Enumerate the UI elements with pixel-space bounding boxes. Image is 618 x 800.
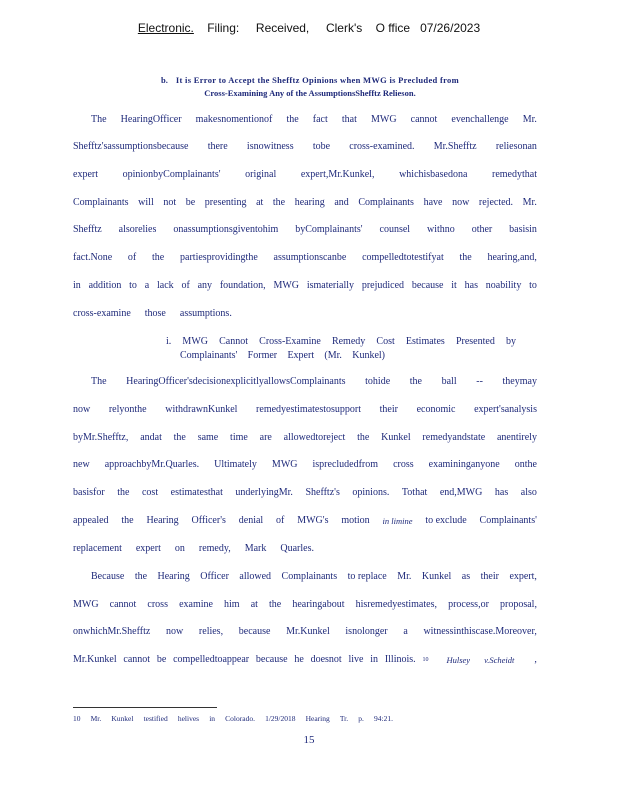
footnote-word: 94:21. [373, 714, 393, 723]
case-citation [422, 652, 536, 668]
text-word: andat [140, 432, 162, 443]
subheading-word: Kunkel) [352, 350, 385, 361]
text-word: relies, [198, 626, 224, 637]
text-word: Shefftz's [305, 487, 340, 498]
text-line [73, 222, 537, 238]
filing-header-electronic: Electronic. [137, 21, 194, 35]
text-word: Complainants [73, 197, 129, 208]
text-word: Complainants [358, 197, 414, 208]
text-word: cross-examined. [349, 141, 415, 152]
filing-header-received: Received, [255, 21, 310, 35]
text-word: a [144, 280, 150, 291]
text-word: withdrawnKunkel [165, 404, 238, 415]
text-word: cannot [109, 599, 137, 610]
text-word: replacement [73, 543, 122, 554]
text-word: evenchallenge [451, 114, 509, 125]
text-word: be [156, 654, 167, 665]
text-word: estimatesthat [170, 487, 223, 498]
text-word: Mr.Shefftz [433, 141, 477, 152]
text-word: basisin [509, 224, 537, 235]
text-word: hearing [294, 197, 325, 208]
text-line [73, 139, 537, 155]
text-line [91, 569, 537, 585]
text-word: MWG [273, 280, 300, 291]
text-word: Mr. [397, 571, 412, 582]
text-word: Officer [200, 571, 229, 582]
section-heading-b-line1 [110, 74, 510, 87]
subheading-word: i. [166, 336, 172, 347]
text-word: compelledtotestifyat [362, 252, 444, 263]
text-word: MWG's [297, 515, 329, 526]
footnote-word: Mr. [90, 714, 102, 723]
text-word: expert [73, 169, 98, 180]
filing-header-office: O ffice [375, 21, 411, 35]
text-word: Hearing [157, 571, 190, 582]
subheading-i [166, 335, 516, 363]
text-word: foundation, [219, 280, 266, 291]
text-word: MWG [73, 599, 99, 610]
case-name: v.Scheidt [484, 655, 515, 665]
text-word: there [207, 141, 228, 152]
text-word: HearingOfficer [120, 114, 182, 125]
text-word: other [471, 224, 493, 235]
text-word: of [127, 252, 137, 263]
text-word: now [452, 197, 470, 208]
text-word: because [255, 654, 288, 665]
text-word: he [294, 654, 304, 665]
text-word: Mr.Kunkel [286, 626, 330, 637]
text-word: underlyingMr. [235, 487, 293, 498]
text-line [73, 402, 537, 418]
text-word: Ultimately [214, 459, 257, 470]
text-word: Complainants [281, 571, 338, 582]
page-number: 15 [303, 734, 315, 746]
text-word: original [245, 169, 277, 180]
text-word: Illinois. [384, 654, 416, 665]
text-word: hearingabout [292, 599, 345, 610]
text-word: in [370, 654, 379, 665]
text-word: compelledtoappear [173, 654, 250, 665]
footnote-word: helives [177, 714, 200, 723]
text-word: the [357, 432, 370, 443]
text-line [73, 306, 537, 322]
text-line [73, 278, 537, 294]
text-word: partiesprovidingthe [180, 252, 258, 263]
text-line [73, 195, 537, 211]
text-word: because [238, 626, 271, 637]
filing-header [0, 21, 618, 35]
text-word: HearingOfficer'sdecisionexplicitlyallowsComplainants [126, 376, 346, 387]
footnote-word: in [209, 714, 216, 723]
subheading-word: by [505, 336, 516, 347]
text-word: remedyestimatestosupport [256, 404, 362, 415]
subheading-word: Complainants' [180, 350, 238, 361]
subheading-i-line2 [166, 349, 385, 363]
text-word: their [480, 571, 499, 582]
text-line [73, 513, 537, 529]
text-word: the [272, 197, 286, 208]
text-word: presenting [204, 197, 247, 208]
filing-header-clerks: Clerk's [325, 21, 363, 35]
subheading-word: (Mr. [324, 350, 342, 361]
text-word: alsorelies [118, 224, 157, 235]
text-word: to [529, 280, 537, 291]
footnote-word: Colorado. [225, 714, 255, 723]
text-word: examininganyone [428, 459, 500, 470]
case-name: Hulsey [446, 655, 471, 665]
text-word: counsel [379, 224, 411, 235]
subheading-word: MWG [182, 336, 208, 347]
text-word: those [144, 308, 166, 319]
text-word: of [276, 515, 285, 526]
subheading-word: Presented [455, 336, 495, 347]
text-word: the [269, 599, 282, 610]
text-word: in limine [382, 516, 413, 526]
text-word: addition [88, 280, 122, 291]
text-word: doesnot [310, 654, 342, 665]
text-word: Mark [244, 543, 267, 554]
text-word: tobe [312, 141, 331, 152]
text-word: Shefftz'sassumptionsbecause [73, 141, 189, 152]
filing-header-filing: Filing: [207, 21, 240, 35]
text-word: remedy, [198, 543, 231, 554]
text-word: opinionbyComplainants' [122, 169, 221, 180]
text-word: onwhichMr.Shefftz [73, 626, 151, 637]
text-line [73, 430, 537, 446]
text-word: their [379, 404, 398, 415]
text-word: tohide [365, 376, 391, 387]
text-word: onassumptionsgiventohim [173, 224, 279, 235]
subheading-word: Cannot [219, 336, 249, 347]
text-word: has [464, 280, 478, 291]
text-word: the [173, 432, 186, 443]
text-word: MWG [370, 114, 397, 125]
text-word: end,MWG [439, 487, 483, 498]
subheading-word: Estimates [405, 336, 445, 347]
text-word: have [423, 197, 443, 208]
text-word: allowedtoreject [283, 432, 346, 443]
footnote-word: p. [358, 714, 364, 723]
text-word: Complainants' [479, 515, 537, 526]
text-word: appealed [73, 515, 109, 526]
text-word: Shefftz [73, 224, 102, 235]
subheading-word: Expert [287, 350, 315, 361]
text-word: prejudiced [361, 280, 405, 291]
text-word: process,or [448, 599, 489, 610]
text-word: fact [312, 114, 328, 125]
text-word: the [459, 252, 472, 263]
text-word: Mr. [522, 114, 537, 125]
text-word: expert,Mr.Kunkel, [300, 169, 375, 180]
text-line [73, 624, 537, 640]
text-line [73, 457, 537, 473]
text-word: cross [393, 459, 414, 470]
text-word: same [197, 432, 219, 443]
footnote-word: Kunkel [111, 714, 134, 723]
text-word: -- [476, 376, 483, 387]
text-word: cross-examine [73, 308, 131, 319]
footnote-number: 10 [73, 714, 81, 723]
text-word: remedythat [492, 169, 537, 180]
text-word: it [451, 280, 457, 291]
text-word: basisfor [73, 487, 105, 498]
text-word: economic [416, 404, 456, 415]
text-line [91, 112, 537, 128]
text-word: withno [426, 224, 455, 235]
text-word: relyonthe [108, 404, 147, 415]
footnote-word: 1/29/2018 [265, 714, 296, 723]
text-word: byMr.Shefftz, [73, 432, 129, 443]
footnote-divider [73, 707, 217, 708]
text-word: the [117, 487, 130, 498]
text-word: will [138, 197, 154, 208]
text-word: approachbyMr.Quarles. [104, 459, 200, 470]
text-word: motion [341, 515, 370, 526]
text-word: to replace [347, 571, 387, 582]
text-line [73, 597, 537, 613]
text-word: as [461, 571, 471, 582]
subheading-i-line1 [166, 335, 516, 349]
text-word: whichisbasedona [399, 169, 468, 180]
text-word: expert, [509, 571, 537, 582]
text-word: in [73, 280, 81, 291]
text-word: any [197, 280, 213, 291]
text-word: time [230, 432, 248, 443]
footnote-word: Hearing [305, 714, 330, 723]
text-word: assumptions. [179, 308, 232, 319]
text-line [73, 167, 537, 183]
section-heading-b [110, 74, 510, 100]
text-word: expert [135, 543, 161, 554]
text-word: noability [485, 280, 522, 291]
text-word: on [174, 543, 185, 554]
text-word: of [181, 280, 190, 291]
text-word: byComplainants' [295, 224, 363, 235]
footnote [73, 714, 393, 723]
filing-header-date: 07/26/2023 [420, 21, 481, 35]
text-word: Mr. [522, 197, 537, 208]
text-word: lack [156, 280, 174, 291]
section-heading-b-lead: b. [161, 75, 168, 85]
text-word: be [185, 197, 196, 208]
text-word: the [152, 252, 165, 263]
text-word: hearing,and, [487, 252, 537, 263]
text-word: Kunkel [381, 432, 411, 443]
text-word: proposal, [500, 599, 537, 610]
text-word: him [224, 599, 240, 610]
text-line [91, 374, 537, 390]
text-word: makesnomentionof [195, 114, 273, 125]
section-heading-b-text: It is Error to Accept the Shefftz Opinions when MWG is Precluded from [175, 75, 459, 85]
text-word: Kunkel [421, 571, 452, 582]
text-word: ball [441, 376, 457, 387]
text-word: fact.None [73, 252, 113, 263]
text-word: Tothat [401, 487, 428, 498]
footnote-word: Tr. [339, 714, 349, 723]
text-word: anentirely [496, 432, 537, 443]
text-word: hisremedyestimates, [355, 599, 437, 610]
text-word: Because [91, 571, 125, 582]
text-line [73, 541, 537, 557]
text-word: opinions. [352, 487, 390, 498]
text-word: cost [141, 487, 159, 498]
text-word: rejected. [478, 197, 514, 208]
text-word: not [163, 197, 177, 208]
text-word: allowed [239, 571, 272, 582]
text-word: cannot [410, 114, 438, 125]
citation-comma: , [534, 654, 537, 665]
text-word: theymay [502, 376, 537, 387]
text-word: now [73, 404, 91, 415]
text-word: cannot [123, 654, 151, 665]
text-word: isprecludedfrom [312, 459, 379, 470]
text-word: expert'sanalysis [474, 404, 537, 415]
text-word: the [134, 571, 148, 582]
text-word: at [250, 599, 258, 610]
text-word: and [334, 197, 349, 208]
text-word: new [73, 459, 90, 470]
text-word: MWG [271, 459, 298, 470]
text-word: Hearing [146, 515, 179, 526]
text-word: The [91, 376, 107, 387]
text-word: a [403, 626, 408, 637]
subheading-word: Cost [376, 336, 395, 347]
text-word: the [121, 515, 134, 526]
text-word: also [520, 487, 537, 498]
text-word: the [286, 114, 299, 125]
text-word: that [341, 114, 357, 125]
text-word: because [411, 280, 444, 291]
text-word: denial [238, 515, 264, 526]
footnote-reference: 10 [422, 657, 429, 663]
text-word: cross [147, 599, 168, 610]
text-word: remedyandstate [422, 432, 486, 443]
text-line [73, 250, 537, 266]
text-word: reliesonan [495, 141, 537, 152]
text-word: live [348, 654, 364, 665]
subheading-word: Cross-Examine [259, 336, 321, 347]
text-word: ismaterially [306, 280, 355, 291]
text-word: now [166, 626, 184, 637]
footnote-word: testified [143, 714, 168, 723]
section-heading-b-line2: Cross-Examining Any of the AssumptionsShefftz Relieson. [204, 88, 416, 98]
text-word: at [256, 197, 264, 208]
text-word: to exclude [425, 515, 467, 526]
text-word: to [129, 280, 137, 291]
subheading-word: Former [247, 350, 278, 361]
text-word: Quarles. [280, 543, 314, 554]
text-word: the [409, 376, 422, 387]
text-line [73, 485, 537, 501]
text-word: Mr.Kunkel [73, 654, 117, 665]
text-word: witnessinthiscase.Moreover, [423, 626, 537, 637]
text-word: Officer's [191, 515, 226, 526]
text-word: isnowitness [246, 141, 294, 152]
text-word: examine [179, 599, 213, 610]
text-word: isnolonger [345, 626, 388, 637]
text-word: has [494, 487, 509, 498]
subheading-word: Remedy [331, 336, 366, 347]
text-word: assumptionscanbe [273, 252, 347, 263]
text-word: The [91, 114, 107, 125]
text-line [73, 652, 537, 668]
text-word: onthe [514, 459, 537, 470]
text-word: are [259, 432, 272, 443]
